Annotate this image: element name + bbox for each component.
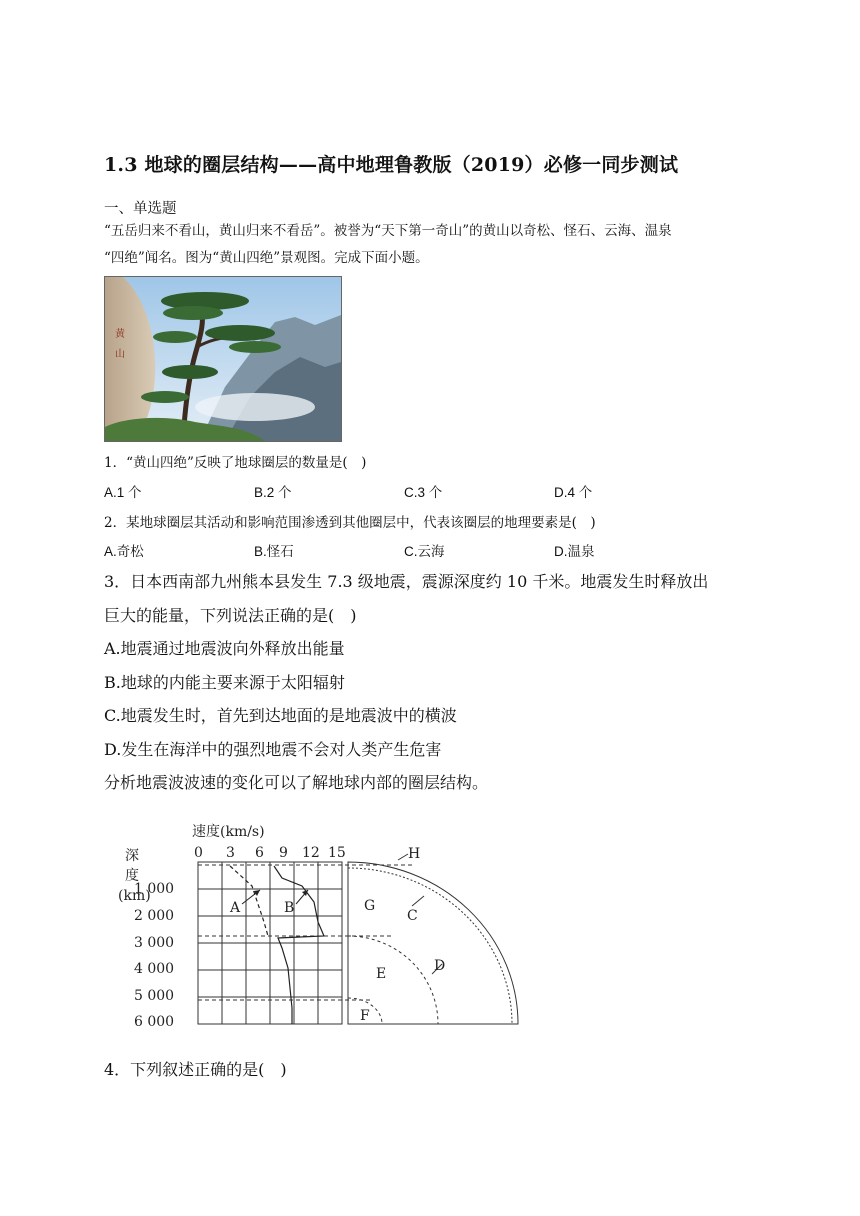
speed-tick-9: 9: [279, 845, 288, 861]
wave-label-a: A: [230, 900, 241, 916]
layer-label-d: D: [434, 958, 446, 974]
page-title: 1.3 地球的圈层结构——高中地理鲁教版（2019）必修一同步测试: [104, 154, 679, 176]
layer-label-h: H: [408, 846, 421, 862]
svg-text:山: 山: [115, 349, 125, 360]
depth-tick-2000: 2 000: [134, 908, 175, 924]
depth-tick-5000: 5 000: [134, 988, 175, 1004]
q3-option-c[interactable]: C.地震发生时，首先到达地面的是地震波中的横波: [104, 706, 457, 725]
depth-label-2: 度: [125, 868, 139, 884]
intro-line-1: “五岳归来不看山，黄山归来不看岳”。被誉为“天下第一奇山”的黄山以奇松、怪石、云海、温泉: [104, 223, 672, 239]
question-3-stem-line-1: 3．日本西南部九州熊本县发生 7.3 级地震，震源深度约 10 千米。地震发生时释放出: [104, 572, 709, 591]
question-1-stem: 1．“黄山四绝”反映了地球圈层的数量是( ): [104, 455, 367, 471]
layer-label-g: G: [364, 898, 376, 914]
depth-tick-4000: 4 000: [134, 961, 175, 977]
depth-label-1: 深: [125, 848, 139, 864]
q3-option-b[interactable]: B.地球的内能主要来源于太阳辐射: [104, 673, 345, 692]
depth-label-3: (km): [118, 888, 151, 904]
q1-option-c[interactable]: C.3 个: [404, 485, 443, 500]
speed-tick-15: 15: [328, 845, 346, 861]
q3-option-d[interactable]: D.发生在海洋中的强烈地震不会对人类产生危害: [104, 740, 442, 759]
intro-line-2: “四绝”闻名。图为“黄山四绝”景观图。完成下面小题。: [104, 250, 429, 266]
q2-option-b[interactable]: B.怪石: [254, 544, 294, 559]
q3-option-a[interactable]: A.地震通过地震波向外释放出能量: [104, 639, 345, 658]
question-2-stem: 2．某地球圈层其活动和影响范围渗透到其他圈层中，代表该圈层的地理要素是( ): [104, 515, 596, 531]
huangshan-photo: [104, 276, 342, 442]
depth-tick-6000: 6 000: [134, 1014, 175, 1030]
q2-option-d[interactable]: D.温泉: [554, 544, 595, 559]
q1-option-a[interactable]: A.1 个: [104, 485, 142, 500]
wave-label-b: B: [284, 900, 295, 916]
svg-text:黄: 黄: [115, 329, 125, 340]
intro-earth-structure: 分析地震波波速的变化可以了解地球内部的圈层结构。: [104, 773, 489, 792]
layer-label-e: E: [376, 966, 387, 982]
q1-option-d[interactable]: D.4 个: [554, 485, 593, 500]
depth-tick-3000: 3 000: [134, 935, 175, 951]
q2-option-a[interactable]: A.奇松: [104, 544, 144, 559]
speed-tick-6: 6: [255, 845, 264, 861]
speed-axis-label: 速度(km/s): [192, 824, 265, 840]
question-4-stem: 4．下列叙述正确的是( ): [104, 1060, 287, 1079]
layer-label-c: C: [407, 908, 418, 924]
seismic-wave-diagram: [112, 818, 532, 1030]
q2-option-c[interactable]: C.云海: [404, 544, 445, 559]
speed-tick-0: 0: [194, 845, 203, 861]
section-heading: 一、单选题: [104, 201, 177, 217]
speed-tick-3: 3: [226, 845, 235, 861]
q1-option-b[interactable]: B.2 个: [254, 485, 292, 500]
speed-tick-12: 12: [302, 845, 320, 861]
layer-label-f: F: [360, 1008, 370, 1024]
depth-tick-1000: 1 000: [134, 881, 175, 897]
question-3-stem-line-2: 巨大的能量，下列说法正确的是( ): [104, 606, 357, 625]
